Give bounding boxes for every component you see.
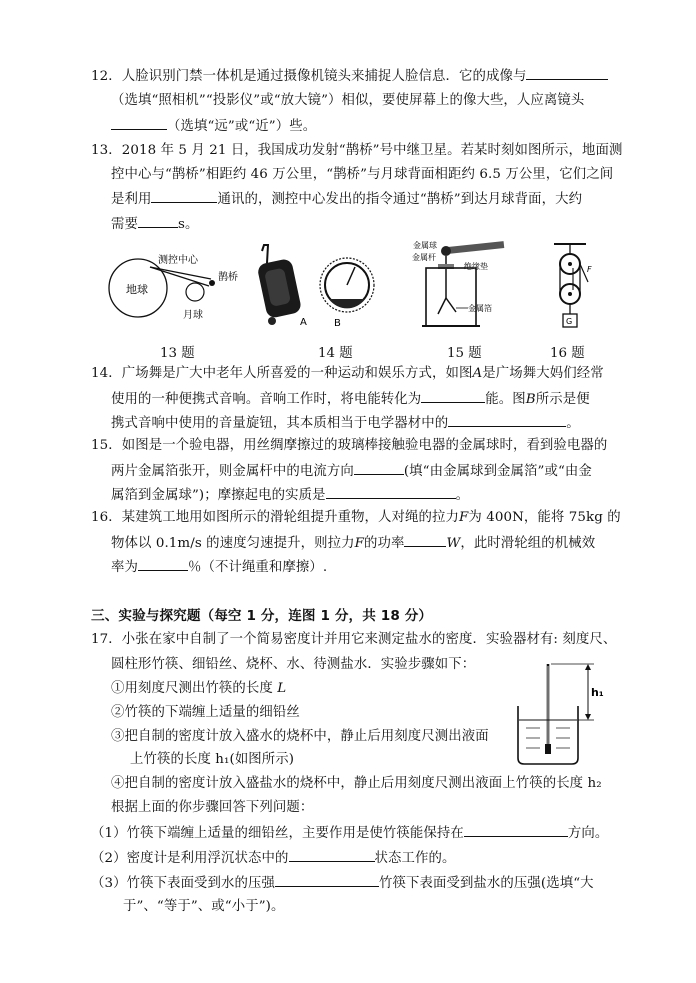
q17-text: ②竹筷的下端缠上适量的细铅丝 xyxy=(111,705,300,720)
q13-line1 xyxy=(91,141,622,161)
q17-step4 xyxy=(111,774,602,794)
q14-line3 xyxy=(111,413,580,434)
q13-line3 xyxy=(111,189,582,210)
answer-blank[interactable] xyxy=(151,189,217,203)
q17-text: 竹筷下表面受到盐水的压强(选填“大 xyxy=(379,876,594,891)
q17-step2 xyxy=(111,703,300,723)
q16-text: 的功率 xyxy=(363,536,405,551)
jar xyxy=(426,268,476,326)
q12-line1 xyxy=(91,66,608,87)
q17-text: 17．小张在家中自制了一个简易密度计并用它来测定盐水的密度．实验器材有: 刻度尺、 xyxy=(91,632,617,647)
q17-text: （2）密度计是利用浮沉状态中的 xyxy=(91,851,289,866)
q17-line2 xyxy=(111,655,475,675)
q13-text: 是利用 xyxy=(111,192,152,207)
foil-right xyxy=(446,298,456,312)
q15-text: 属箔到金属球”)；摩擦起电的实质是 xyxy=(111,488,326,503)
q17-part3-cont xyxy=(123,897,284,917)
knob-icon xyxy=(320,258,374,312)
q12-line3 xyxy=(111,116,316,137)
metal-foil-label: 金属箔 xyxy=(468,304,492,313)
figure-17-beaker xyxy=(510,658,610,770)
q13-line2 xyxy=(111,165,613,185)
answer-blank[interactable] xyxy=(138,557,188,571)
control-center-label: 测控中心 xyxy=(158,255,198,266)
answer-blank[interactable] xyxy=(289,848,375,862)
q16-text: ，此时滑轮组的机械效 xyxy=(460,536,596,551)
q17-step3 xyxy=(111,727,489,747)
q17-text: 于”、“等于”、或“小于”)。 xyxy=(123,899,285,914)
foil-left xyxy=(438,298,446,314)
moon-label: 月球 xyxy=(183,310,203,321)
q12-text: （选填“远”或“近”）些。 xyxy=(167,119,317,134)
q16-text: 为 400N，能将 75kg 的 xyxy=(468,510,621,525)
q13-line4 xyxy=(111,214,198,235)
q17-part2 xyxy=(91,848,455,869)
q17-step5 xyxy=(111,798,313,818)
q17-part1 xyxy=(91,823,608,844)
q14-var: B xyxy=(525,392,536,407)
q13-text: 13．2018 年 5 月 21 日，我国成功发射“鹊桥”号中继卫星。若某时刻如图所示，地面测 xyxy=(91,143,623,158)
q16-line3 xyxy=(111,557,327,578)
q14-text: 所示是便 xyxy=(535,392,590,407)
q17-text: 上竹筷的长度 h₁(如图所示) xyxy=(130,752,295,767)
q16-text: 率为 xyxy=(111,560,138,575)
caption-16: 16 题 xyxy=(550,346,585,361)
figure-16-pulley xyxy=(540,238,610,338)
q16-var: F xyxy=(459,510,469,525)
q17-text: （3）竹筷下表面受到水的压强 xyxy=(91,876,275,891)
caption-15: 15 题 xyxy=(447,346,482,361)
answer-blank[interactable] xyxy=(138,214,178,228)
q17-text: ①用刻度尺测出竹筷的长度 xyxy=(111,681,273,696)
q16-var: F xyxy=(354,536,364,551)
figure-15-electroscope xyxy=(408,238,518,338)
q16-text: ％（不计绳重和摩擦）. xyxy=(187,560,328,575)
q16-var: W xyxy=(446,536,461,551)
weight-label: G xyxy=(566,317,573,326)
label-b: B xyxy=(334,318,341,329)
q16-line1 xyxy=(91,508,621,528)
q15-line1 xyxy=(91,436,607,456)
lead-wire xyxy=(545,744,551,754)
earth-label: 地球 xyxy=(126,283,148,296)
q17-step1 xyxy=(111,679,286,699)
q14-text: 使用的一种便携式音响。音响工作时，将电能转化为 xyxy=(111,392,422,407)
q14-line2 xyxy=(111,389,590,410)
metal-rod-label: 金属杆 xyxy=(412,253,436,262)
q16-text: 16．某建筑工地用如图所示的滑轮组提升重物，人对绳的拉力 xyxy=(91,510,459,525)
q17-text: 圆柱形竹筷、细铅丝、烧杯、水、待测盐水．实验步骤如下： xyxy=(111,657,476,672)
answer-blank[interactable] xyxy=(275,873,379,887)
answer-blank[interactable] xyxy=(526,66,608,80)
caption-13: 13 题 xyxy=(160,346,195,361)
q17-text: 状态工作的。 xyxy=(374,851,456,866)
q12-line2 xyxy=(111,91,584,111)
h1-label: h₁ xyxy=(591,686,604,699)
q13-text: 控中心与“鹊桥”相距约 46 万公里，“鹊桥”与月球背面相距约 6.5 万公里，它们之间 xyxy=(111,167,614,182)
q17-step3-cont xyxy=(130,750,294,770)
metal-ball xyxy=(441,246,451,256)
answer-blank[interactable] xyxy=(111,116,167,130)
q16-text: 物体以 0.1m/s 的速度匀速提升，则拉力 xyxy=(111,536,355,551)
q14-text: 能。图 xyxy=(485,392,526,407)
answer-blank[interactable] xyxy=(404,533,446,547)
q17-text: ③把自制的密度计放入盛水的烧杯中，静止后用刻度尺测出液面 xyxy=(111,729,489,744)
q15-text: 15．如图是一个验电器，用丝绸摩擦过的玻璃棒接触验电器的金属球时，看到验电器的 xyxy=(91,438,608,453)
q17-line1 xyxy=(91,630,616,650)
speaker-icon xyxy=(257,245,303,325)
moon-circle xyxy=(186,283,204,301)
q15-text: 。 xyxy=(455,488,470,503)
q15-line3 xyxy=(111,485,469,506)
q17-text: 根据上面的你步骤回答下列问题： xyxy=(111,800,314,815)
q14-var: A xyxy=(472,366,483,381)
q14-text: 携式音响中使用的音量旋钮，其本质相当于电学器材中的 xyxy=(111,416,449,431)
answer-blank[interactable] xyxy=(448,413,566,427)
q14-line1 xyxy=(91,364,604,384)
satellite-icon xyxy=(209,280,215,286)
caption-14: 14 题 xyxy=(318,346,353,361)
q16-line2 xyxy=(111,533,595,554)
q15-line2 xyxy=(111,461,592,482)
answer-blank[interactable] xyxy=(421,389,485,403)
q13-text: 通讯的，测控中心发出的指令通过“鹊桥”到达月球背面，大约 xyxy=(217,192,583,207)
q17-part3 xyxy=(91,873,594,894)
q17-text: ④把自制的密度计放入盛盐水的烧杯中，静止后用刻度尺测出液面上竹筷的长度 h₂ xyxy=(111,776,602,791)
metal-ball-label: 金属球 xyxy=(413,241,437,250)
q15-text: (填“由金属球到金属箔”或“由金 xyxy=(403,464,592,479)
glass-rod xyxy=(448,241,504,254)
figure-14-speaker-knob xyxy=(252,241,377,336)
q17-text: 方向。 xyxy=(567,826,609,841)
answer-blank[interactable] xyxy=(326,485,456,499)
q12-text: （选填“照相机”“投影仪”或“放大镜”）相似，要使屏幕上的像大些，人应离镜头 xyxy=(111,93,585,108)
answer-blank[interactable] xyxy=(354,461,404,475)
q14-text: 14．广场舞是广大中老年人所喜爱的一种运动和娱乐方式，如图 xyxy=(91,366,473,381)
q17-text: （1）竹筷下端缠上适量的细铅丝，主要作用是使竹筷能保持在 xyxy=(91,826,464,841)
insulator-label: 绝缘垫 xyxy=(464,262,488,271)
magpie-label: 鹊桥 xyxy=(218,272,238,283)
q14-text: 。 xyxy=(566,416,580,431)
q13-text: 需要 xyxy=(111,217,138,232)
q14-text: 是广场舞大妈们经常 xyxy=(482,366,604,381)
force-label: F xyxy=(587,265,592,274)
section-heading: 三、实验与探究题（每空 1 分，连图 1 分，共 18 分） xyxy=(91,608,433,624)
q13-text: s。 xyxy=(177,217,199,232)
q15-text: 两片金属箔张开，则金属杆中的电流方向 xyxy=(111,464,354,479)
answer-blank[interactable] xyxy=(464,823,568,837)
label-a: A xyxy=(300,317,307,328)
q17-var: L xyxy=(277,681,287,696)
q12-text: 12．人脸识别门禁一体机是通过摄像机镜头来捕捉人脸信息．它的成像与 xyxy=(91,69,527,84)
figure-13-earth-moon xyxy=(106,242,256,337)
